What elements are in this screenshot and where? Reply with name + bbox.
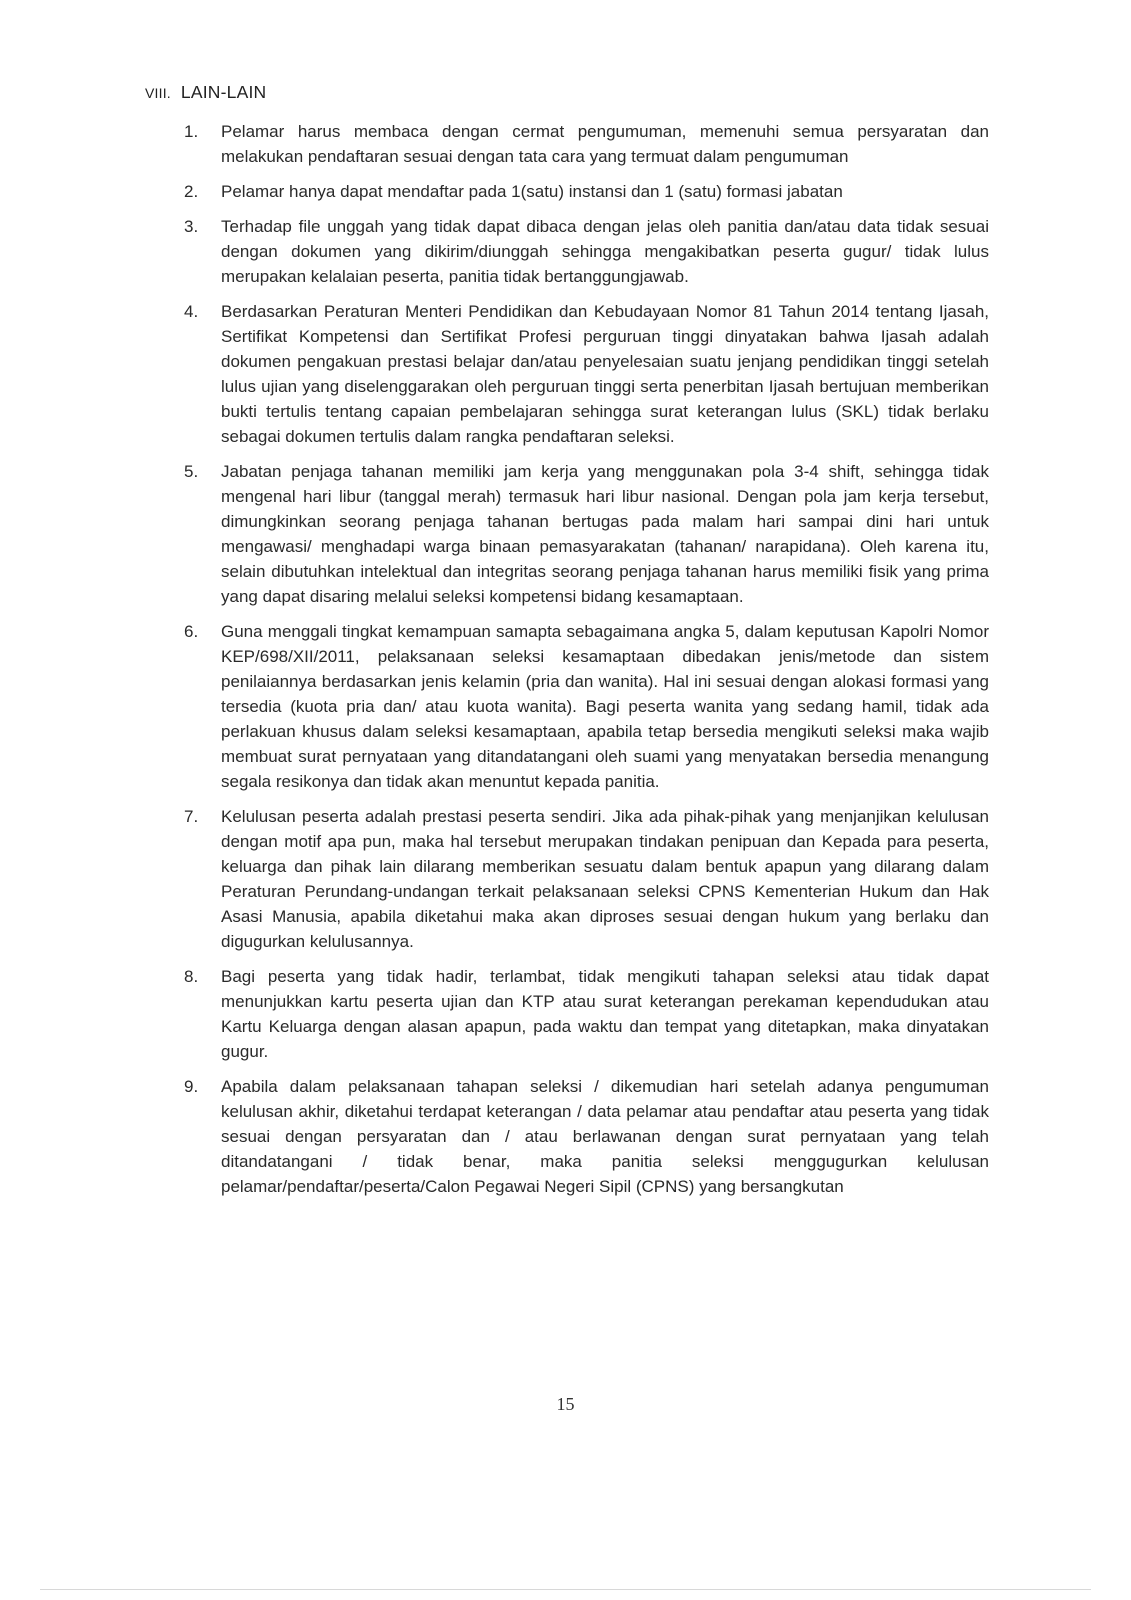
item-text: Apabila dalam pelaksanaan tahapan seleksi / dikemudian hari setelah adanya pengumuman kelulusan akhir, diketahui terdapat keterangan / data pelamar atau pendaftar atau peserta yang tidak sesuai dengan persyaratan dan / atau berlawanan dengan surat pernyataan yang telah ditandatangani / tidak benar, maka panitia seleksi menggugurkan kelulusan pelamar/pendaftar/peserta/Calon Pegawai Negeri Sipil (CPNS) yang bersangkutan	[221, 1077, 989, 1196]
item-number: 3.	[184, 217, 199, 236]
section-heading	[145, 82, 266, 103]
item-number: 5.	[184, 462, 199, 481]
section-number: VIII.	[145, 85, 171, 101]
list-item	[0, 964, 1131, 1064]
item-number: 7.	[184, 807, 199, 826]
list-item	[0, 1074, 1131, 1199]
item-text: Kelulusan peserta adalah prestasi peserta sendiri. Jika ada pihak-pihak yang menjanjikan kelulusan dengan motif apa pun, maka hal tersebut merupakan tindakan penipuan dan Kepada para peserta, keluarga dan pihak lain dilarang memberikan sesuatu dalam bentuk apapun yang dilarang dalam Peraturan Perundang-undangan terkait pelaksanaan seleksi CPNS Kementerian Hukum dan Hak Asasi Manusia, apabila diketahui maka akan diproses sesuai dengan hukum yang berlaku dan digugurkan kelulusannya.	[221, 807, 989, 951]
list-item	[0, 459, 1131, 609]
list-item	[0, 214, 1131, 289]
list-item	[0, 619, 1131, 794]
item-number: 1.	[184, 122, 199, 141]
item-text: Pelamar hanya dapat mendaftar pada 1(satu) instansi dan 1 (satu) formasi jabatan	[221, 182, 843, 201]
item-text: Jabatan penjaga tahanan memiliki jam kerja yang menggunakan pola 3-4 shift, sehingga tidak mengenal hari libur (tanggal merah) termasuk hari libur nasional. Dengan pola jam kerja tersebut, dimungkinkan seorang penjaga tahanan bertugas pada malam hari sampai dini hari untuk mengawasi/ menghadapi warga binaan pemasyarakatan (tahanan/ narapidana). Oleh karena itu, selain dibutuhkan intelektual dan integritas seorang penjaga tahanan harus memiliki fisik yang prima yang dapat disaring melalui seleksi kompetensi bidang kesamaptaan.	[221, 462, 989, 606]
item-number: 2.	[184, 182, 199, 201]
list-item	[0, 804, 1131, 954]
item-number: 6.	[184, 622, 199, 641]
item-number: 9.	[184, 1077, 199, 1096]
list-item	[0, 119, 1131, 169]
provisions-list	[0, 119, 1131, 1209]
scan-edge-divider	[40, 1589, 1091, 1590]
section-title: LAIN-LAIN	[180, 82, 267, 102]
list-item	[0, 179, 1131, 204]
item-text: Guna menggali tingkat kemampuan samapta sebagaimana angka 5, dalam keputusan Kapolri Nomor KEP/698/XII/2011, pelaksanaan seleksi kesamaptaan dibedakan jenis/metode dan sistem penilaiannya berdasarkan jenis kelamin (pria dan wanita). Hal ini sesuai dengan alokasi formasi yang tersedia (kuota pria dan/ atau kuota wanita). Bagi peserta wanita yang sedang hamil, tidak ada perlakuan khusus dalam seleksi kesamaptaan, apabila tetap bersedia mengikuti seleksi maka wajib membuat surat pernyataan yang ditandatangani oleh suami yang menyatakan bersedia menangung segala resikonya dan tidak akan menuntut kepada panitia.	[221, 622, 989, 791]
page-number: 15	[556, 1394, 575, 1414]
item-text: Bagi peserta yang tidak hadir, terlambat, tidak mengikuti tahapan seleksi atau tidak dapat menunjukkan kartu peserta ujian dan KTP atau surat keterangan perekaman kependudukan atau Kartu Keluarga dengan alasan apapun, pada waktu dan tempat yang ditetapkan, maka dinyatakan gugur.	[221, 967, 989, 1061]
item-number: 8.	[184, 967, 199, 986]
item-text: Terhadap file unggah yang tidak dapat dibaca dengan jelas oleh panitia dan/atau data tidak sesuai dengan dokumen yang dikirim/diunggah sehingga mengakibatkan peserta gugur/ tidak lulus merupakan kelalaian peserta, panitia tidak bertanggungjawab.	[221, 217, 989, 286]
list-item	[0, 299, 1131, 449]
item-text: Pelamar harus membaca dengan cermat pengumuman, memenuhi semua persyaratan dan melakukan pendaftaran sesuai dengan tata cara yang termuat dalam pengumuman	[221, 122, 989, 166]
item-text: Berdasarkan Peraturan Menteri Pendidikan dan Kebudayaan Nomor 81 Tahun 2014 tentang Ijasah, Sertifikat Kompetensi dan Sertifikat Profesi perguruan tinggi dinyatakan bahwa Ijasah adalah dokumen pengakuan prestasi belajar dan/atau penyelesaian suatu jenjang pendidikan tinggi setelah lulus ujian yang diselenggarakan oleh perguruan tinggi serta penerbitan Ijasah bertujuan memberikan bukti tertulis tentang capaian pembelajaran sehingga surat keterangan lulus (SKL) tidak berlaku sebagai dokumen tertulis dalam rangka pendaftaran seleksi.	[221, 302, 989, 446]
item-number: 4.	[184, 302, 199, 321]
